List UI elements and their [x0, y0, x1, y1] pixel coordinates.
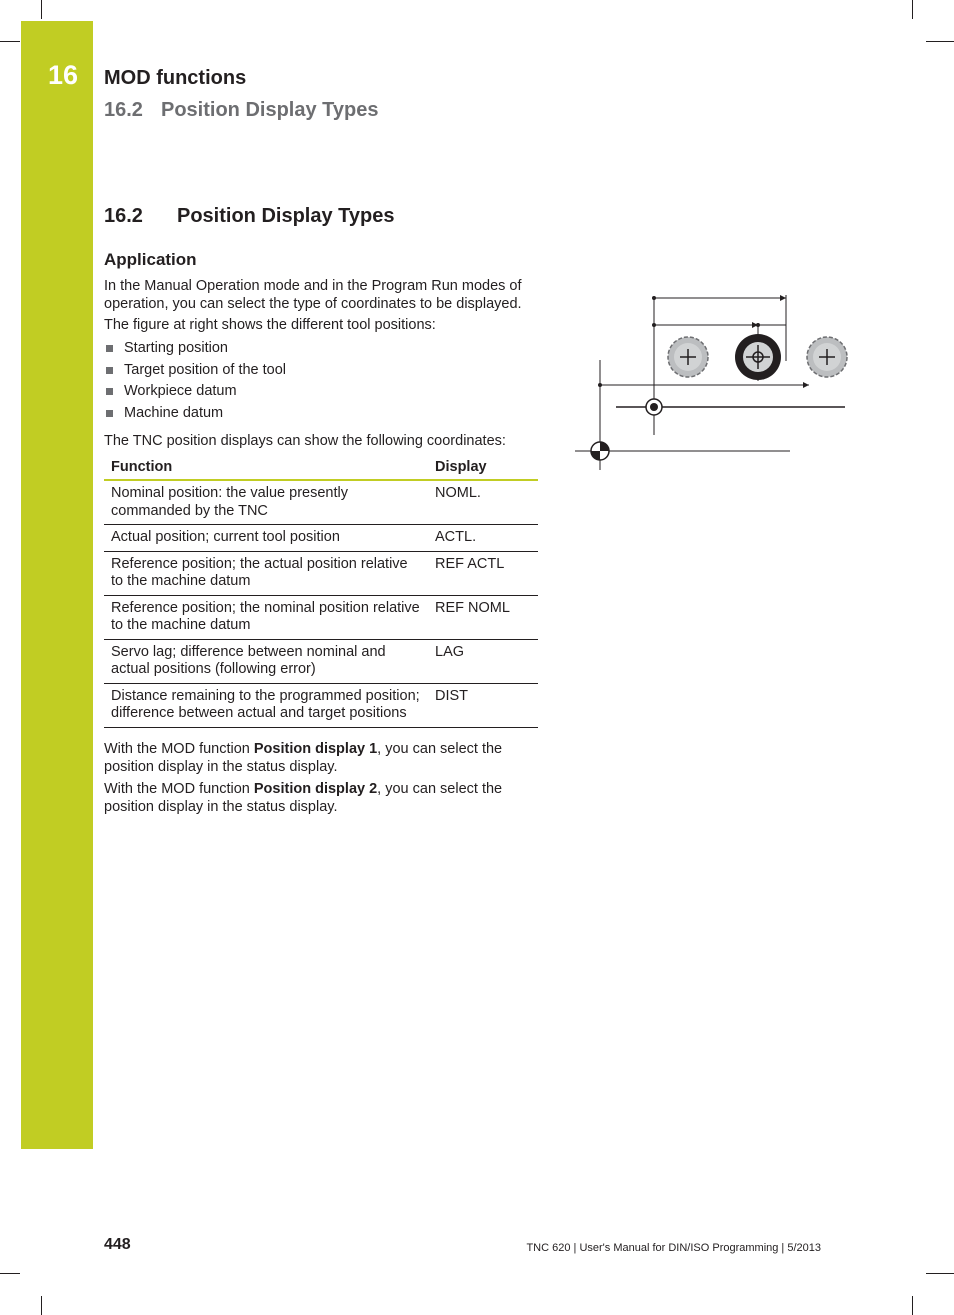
dimension-dot [756, 323, 760, 327]
tool-position-figure [570, 285, 850, 475]
subheading-application: Application [104, 250, 197, 269]
crop-mark [926, 41, 954, 42]
position-display-2-paragraph [104, 781, 544, 816]
running-header-section [104, 99, 378, 122]
paragraph-text: , you can select the position display in the status display. [104, 741, 503, 775]
dimension-dot [652, 323, 656, 327]
list-item: Machine datum [104, 403, 286, 425]
table-cell-display: DIST [428, 683, 538, 727]
table-cell-function: Reference position; the nominal position relative to the machine datum [104, 595, 428, 639]
section-title: Position Display Types [177, 205, 395, 227]
list-item: Target position of the tool [104, 360, 286, 382]
table-intro-paragraph: The TNC position displays can show the following coordinates: [104, 433, 506, 449]
table-row [104, 551, 538, 595]
dimension-dot [598, 383, 602, 387]
figure-intro-paragraph: The figure at right shows the different tool positions: [104, 317, 436, 333]
table-cell-function: Actual position; current tool position [104, 525, 428, 552]
softkey-name: Position display 1 [253, 741, 378, 757]
running-header-chapter-title: MOD functions [104, 67, 247, 89]
table-cell-display: ACTL. [428, 525, 538, 552]
running-header-section-number: 16.2 [104, 99, 143, 121]
table-cell-display: REF ACTL [428, 551, 538, 595]
table-row [104, 683, 538, 727]
crop-mark [912, 0, 913, 19]
crop-mark [0, 1273, 20, 1274]
table-cell-display: REF NOML [428, 595, 538, 639]
crop-mark [41, 0, 42, 19]
workpiece-datum-icon [646, 399, 662, 415]
table-cell-function: Reference position; the actual position relative to the machine datum [104, 551, 428, 595]
chapter-sidebar [21, 21, 93, 1149]
paragraph-text: With the MOD function [104, 781, 254, 797]
section-number: 16.2 [104, 205, 143, 227]
dimension-dot [652, 296, 656, 300]
column-header-display: Display [428, 458, 538, 480]
intro-paragraph: In the Manual Operation mode and in the Program Run modes of operation, you can select the type of coordinates to be displayed. [104, 278, 522, 312]
crop-mark [0, 41, 20, 42]
table-cell-display: LAG [428, 639, 538, 683]
paragraph-text: , you can select the position display in the status display. [104, 781, 503, 815]
table-row [104, 595, 538, 639]
footer-text: TNC 620 | User's Manual for DIN/ISO Programming | 5/2013 [526, 1242, 821, 1254]
table-row [104, 480, 538, 525]
table-cell-display: NOML. [428, 480, 538, 525]
list-item: Workpiece datum [104, 381, 286, 403]
crop-mark [926, 1273, 954, 1274]
position-display-table [104, 458, 538, 728]
page-number: 448 [104, 1236, 131, 1253]
section-heading [104, 205, 394, 228]
crop-mark [41, 1296, 42, 1315]
current-tool-icon [735, 334, 781, 380]
machine-datum-icon [591, 442, 609, 460]
list-item: Starting position [104, 338, 286, 360]
table-header-row [104, 458, 538, 480]
crop-mark [912, 1296, 913, 1315]
table-cell-function: Distance remaining to the programmed position; difference between actual and target positions [104, 683, 428, 727]
tool-position-list [104, 338, 286, 425]
table-row [104, 639, 538, 683]
table-row [104, 525, 538, 552]
column-header-function: Function [104, 458, 428, 480]
softkey-name: Position display 2 [253, 781, 378, 797]
chapter-number: 16 [48, 60, 79, 90]
table-cell-function: Servo lag; difference between nominal and actual positions (following error) [104, 639, 428, 683]
running-header-section-title: Position Display Types [161, 99, 379, 121]
paragraph-text: With the MOD function [104, 741, 254, 757]
starting-position-tool-icon [668, 337, 708, 377]
position-display-1-paragraph [104, 741, 544, 776]
table-cell-function: Nominal position: the value presently commanded by the TNC [104, 480, 428, 525]
target-position-tool-icon [807, 337, 847, 377]
